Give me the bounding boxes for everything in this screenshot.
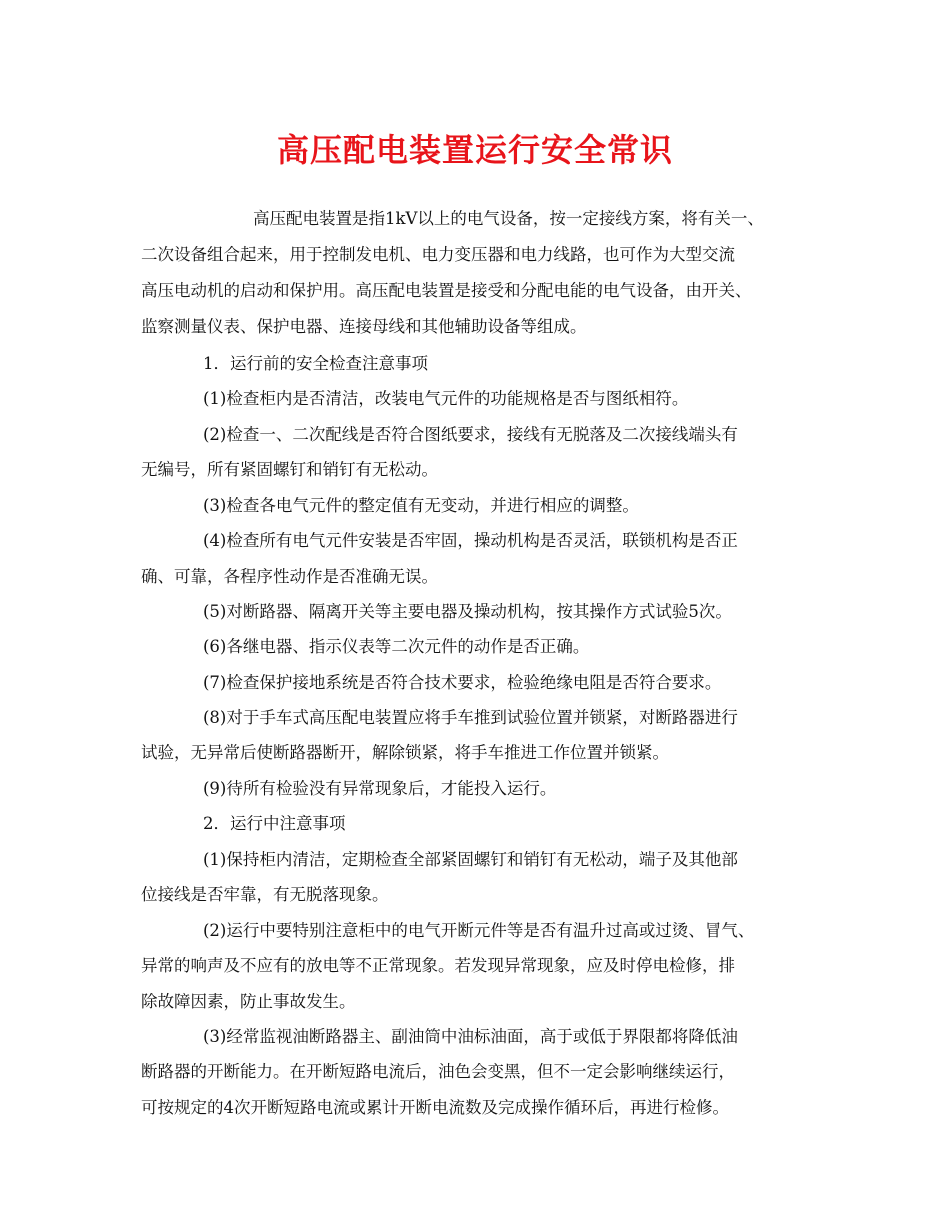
- paragraph-line: 监察测量仪表、保护电器、连接母线和其他辅助设备等组成。: [141, 317, 587, 336]
- list-item-continuation: 确、可靠，各程序性动作是否准确无误。: [141, 567, 438, 586]
- list-item: (4)检查所有电气元件安装是否牢固，操动机构是否灵活，联锁机构是否正: [203, 531, 738, 550]
- list-item-continuation: 试验，无异常后使断路器断开，解除锁紧，将手车推进工作位置并锁紧。: [141, 743, 669, 762]
- list-item-continuation: 可按规定的4次开断短路电流或累计开断电流数及完成操作循环后，再进行检修。: [141, 1098, 729, 1117]
- list-item: (8)对于手车式高压配电装置应将手车推到试验位置并锁紧，对断路器进行: [203, 708, 738, 727]
- list-item: (3)经常监视油断路器主、副油筒中油标油面，高于或低于界限都将降低油: [203, 1027, 738, 1046]
- paragraph-line: 高压电动机的启动和保护用。高压配电装置是接受和分配电能的电气设备，由开关、: [141, 281, 752, 300]
- list-item-continuation: 断路器的开断能力。在开断短路电流后，油色会变黑，但不一定会影响继续运行，: [141, 1062, 735, 1081]
- list-item: (1)保持柜内清洁，定期检查全部紧固螺钉和销钉有无松动，端子及其他部: [203, 850, 738, 869]
- list-item: (9)待所有检验没有异常现象后，才能投入运行。: [203, 779, 557, 798]
- list-item: (5)对断路器、隔离开关等主要电器及操动机构，按其操作方式试验5次。: [203, 602, 732, 621]
- list-item: (7)检查保护接地系统是否符合技术要求，检验绝缘电阻是否符合要求。: [203, 673, 722, 692]
- section-heading: 2．运行中注意事项: [203, 814, 346, 833]
- list-item-continuation: 位接线是否牢靠，有无脱落现象。: [141, 885, 389, 904]
- section-heading: 1．运行前的安全检查注意事项: [203, 354, 428, 373]
- list-item: (2)检查一、二次配线是否符合图纸要求，接线有无脱落及二次接线端头有: [203, 425, 738, 444]
- paragraph-line: 高压配电装置是指1kV以上的电气设备，按一定接线方案，将有关一、: [253, 209, 764, 228]
- list-item: (3)检查各电气元件的整定值有无变动，并进行相应的调整。: [203, 496, 639, 515]
- paragraph-line: 二次设备组合起来，用于控制发电机、电力变压器和电力线路，也可作为大型交流: [141, 245, 735, 264]
- list-item: (6)各继电器、指示仪表等二次元件的动作是否正确。: [203, 637, 590, 656]
- list-item-continuation: 除故障因素，防止事故发生。: [141, 992, 356, 1011]
- list-item-continuation: 无编号，所有紧固螺钉和销钉有无松动。: [141, 460, 438, 479]
- list-item-continuation: 异常的响声及不应有的放电等不正常现象。若发现异常现象，应及时停电检修，排: [141, 956, 735, 975]
- list-item: (1)检查柜内是否清洁，改装电气元件的功能规格是否与图纸相符。: [203, 389, 689, 408]
- list-item: (2)运行中要特别注意柜中的电气开断元件等是否有温升过高或过烫、冒气、: [203, 921, 755, 940]
- document-title: 高压配电装置运行安全常识: [276, 131, 673, 169]
